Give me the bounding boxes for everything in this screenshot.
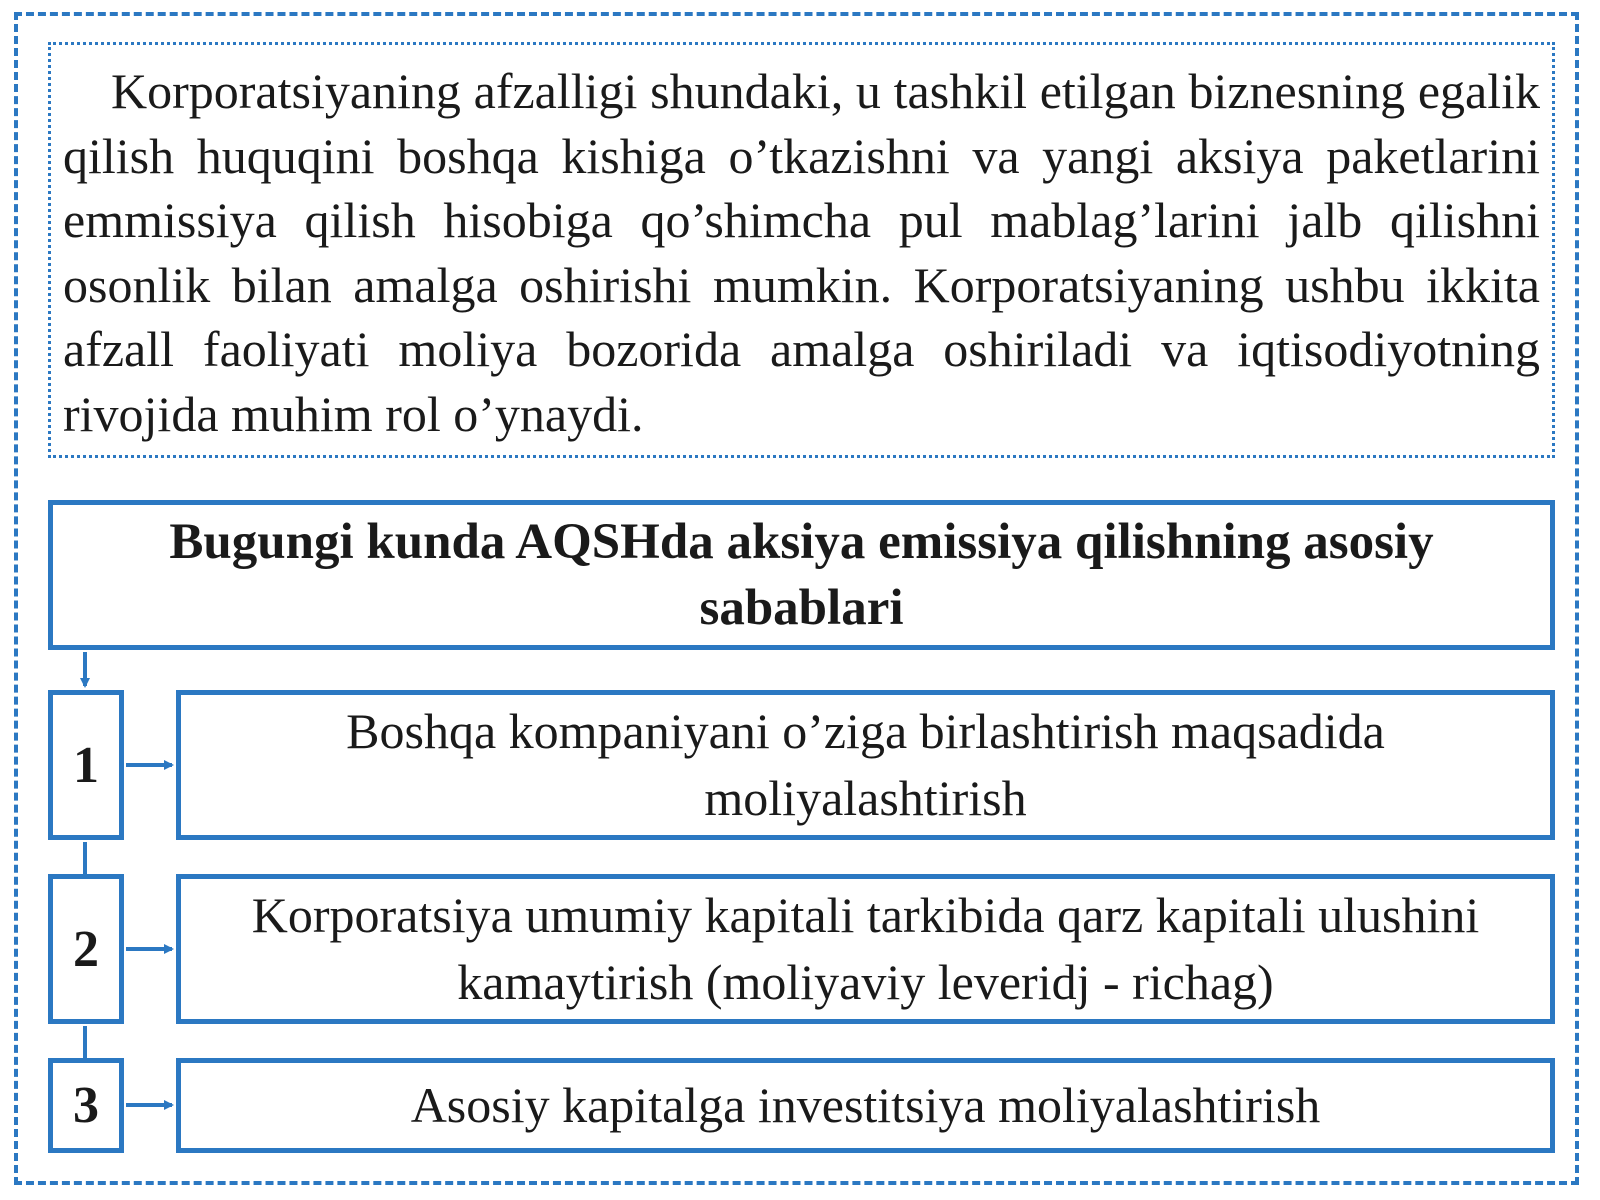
reason-box-1 [176,690,1555,840]
reason-text-3: Asosiy kapitalga investitsiya moliyalashtirish [410,1077,1321,1133]
reason-text-1: Boshqa kompaniyani o’ziga birlashtirish maqsadida moliyalashtirish [346,703,1385,826]
intro-text-box [48,42,1555,458]
diagram-header-box [48,500,1555,650]
item-number-box-3 [48,1058,124,1153]
item-number-1: 1 [73,736,99,794]
item-number-box-2 [48,874,124,1024]
item-number-box-1 [48,690,124,840]
diagram-title: Bugungi kunda AQSHda aksiya emissiya qilishning asosiy sabablari [169,514,1434,636]
item-number-2: 2 [73,920,99,978]
item-number-3: 3 [73,1077,99,1134]
intro-paragraph: Korporatsiyaning afzalligi shundaki, u tashkil etilgan biznesning egalik qilish huquqini boshqa kishiga o’tkazishni va yangi aksiya paketlarini emmissiya qilish hisobiga qo’shimcha pul mablag’larini jalb qilishni osonlik bilan amalga oshirishi mumkin. Korporatsiyaning ushbu ikkita afzall faoliyati moliya bozorida amalga oshiriladi va iqtisodiyotning rivojida muhim rol o’ynaydi. [63,63,1540,442]
reason-box-3 [176,1058,1555,1153]
reason-text-2: Korporatsiya umumiy kapitali tarkibida qarz kapitali ulushini kamaytirish (moliyaviy leveridj - richag) [251,887,1480,1010]
reason-box-2 [176,874,1555,1024]
